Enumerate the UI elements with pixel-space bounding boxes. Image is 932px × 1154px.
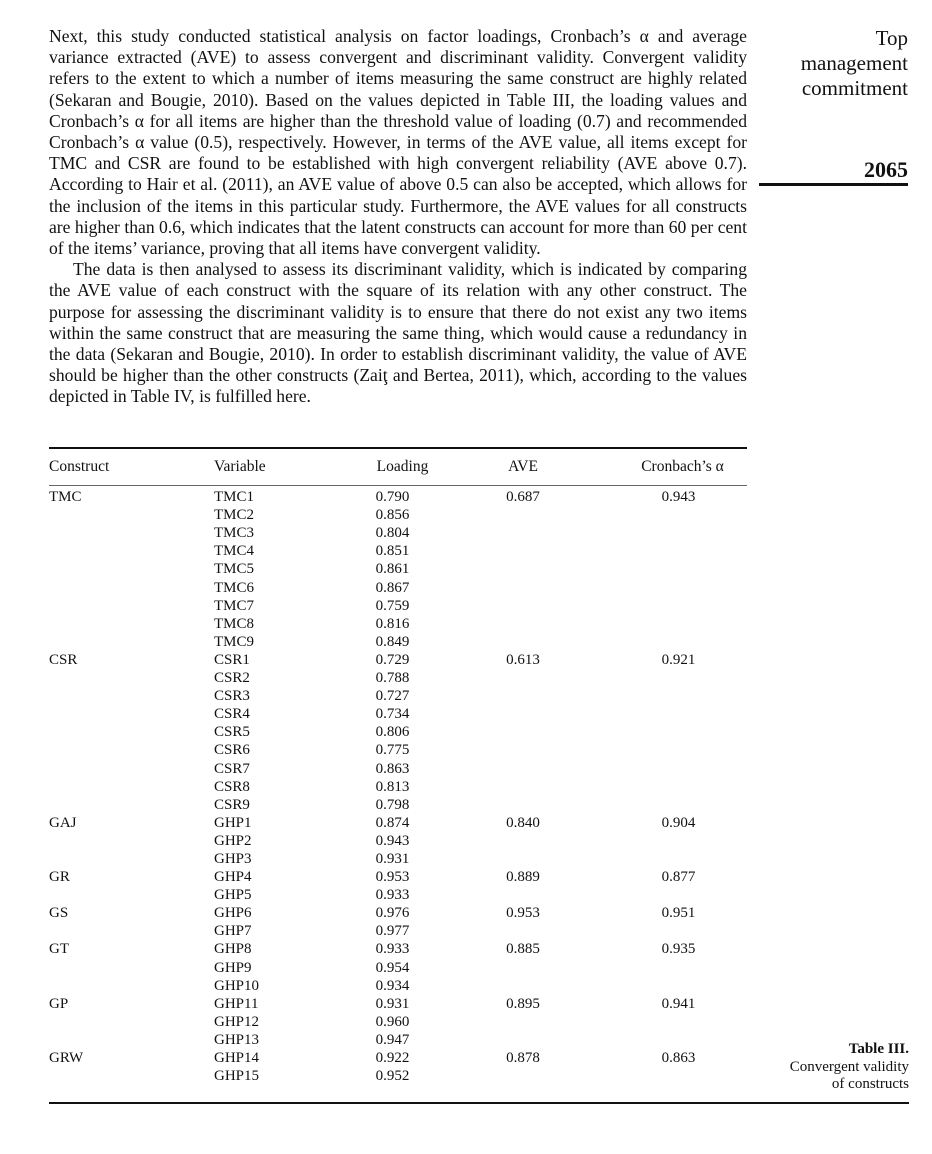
- cell-variable: TMC1: [214, 489, 255, 506]
- table-bottom-rule: [49, 1102, 909, 1104]
- cell-loading: 0.849: [375, 633, 410, 650]
- cell-cronbach: [582, 850, 747, 868]
- cell-cronbach: [582, 705, 747, 723]
- cell-construct: [49, 796, 214, 814]
- cell-construct: [49, 579, 214, 597]
- cell-loading: 0.976: [375, 905, 410, 922]
- cell-variable: TMC6: [214, 579, 255, 596]
- cell-construct: [49, 850, 214, 868]
- cell-cronbach: 0.921: [661, 651, 696, 668]
- cell-variable: TMC3: [214, 525, 255, 542]
- cell-loading: 0.943: [375, 832, 410, 849]
- header-loading: Loading: [376, 458, 429, 475]
- table-row: [49, 1067, 747, 1085]
- cell-loading: 0.867: [375, 579, 410, 596]
- table-body: [49, 488, 747, 1085]
- cell-construct: [49, 705, 214, 723]
- cell-cronbach: [582, 597, 747, 615]
- cell-construct: [49, 959, 214, 977]
- cell-construct: [49, 760, 214, 778]
- cell-variable: GHP3: [214, 850, 252, 867]
- cell-cronbach: 0.935: [661, 941, 696, 958]
- cell-variable: GHP14: [214, 1050, 260, 1066]
- table-row: [49, 977, 747, 995]
- table-row: [49, 959, 747, 977]
- cell-loading: 0.804: [375, 525, 410, 542]
- cell-loading: 0.861: [375, 561, 410, 578]
- cell-loading: 0.790: [375, 489, 410, 506]
- cell-loading: 0.960: [375, 1013, 410, 1030]
- page-number: 2065: [864, 157, 908, 182]
- cell-loading: 0.729: [375, 651, 410, 668]
- cell-ave: [464, 922, 582, 940]
- cell-variable: CSR5: [214, 724, 250, 741]
- cell-loading: 0.954: [375, 959, 410, 976]
- cell-loading: 0.863: [375, 760, 410, 777]
- paragraph-1: Next, this study conducted statistical analysis on factor loadings, Cronbach’s α and average variance extracted (AVE) to assess convergent and discriminant validity. Convergent validity refers to the extent to which a number of items measuring the same construct are highly related (Sekaran and Bougie, 2010). Based on the values depicted in Table III, the loading values and Cronbach’s α for all items are higher than the threshold value of loading (0.7) and recommended Cronbach’s α value (0.5), respectively. However, in terms of the AVE value, all items except for TMC and CSR are found to be established with high convergent reliability (AVE above 0.7). According to Hair et al. (2011), an AVE value of above 0.5 can also be accepted, which allows for the inclusion of the items in this particular study. Furthermore, the AVE values for all constructs are higher than 0.6, which indicates that the latent constructs can account for more than 60 per cent of the items’ variance, proving that all items have convergent validity.: [49, 26, 747, 259]
- cell-construct: [49, 1031, 214, 1049]
- cell-ave: [464, 597, 582, 615]
- table-row: [49, 633, 747, 651]
- cell-construct: [49, 741, 214, 759]
- header-cronbach: Cronbach’s α: [641, 458, 724, 475]
- cell-cronbach: [582, 760, 747, 778]
- cell-cronbach: [582, 633, 747, 651]
- cell-cronbach: [582, 542, 747, 560]
- cell-variable: GHP11: [214, 995, 259, 1012]
- cell-construct: GRW: [49, 1050, 84, 1066]
- cell-construct: [49, 687, 214, 705]
- cell-loading: 0.856: [375, 507, 410, 524]
- cell-ave: [464, 524, 582, 542]
- cell-cronbach: [582, 922, 747, 940]
- table-row: [49, 597, 747, 615]
- cell-ave: [464, 832, 582, 850]
- cell-cronbach: [582, 687, 747, 705]
- cell-ave: 0.889: [506, 869, 540, 886]
- cell-ave: [464, 579, 582, 597]
- cell-cronbach: [582, 1013, 747, 1031]
- table-row: [49, 940, 747, 958]
- cell-variable: TMC8: [214, 615, 255, 632]
- table-row: [49, 814, 747, 832]
- cell-construct: [49, 669, 214, 687]
- cell-construct: [49, 922, 214, 940]
- cell-variable: CSR6: [214, 742, 250, 759]
- running-head-line: Top: [875, 26, 908, 50]
- cell-cronbach: [582, 506, 747, 524]
- caption-line: of constructs: [831, 1076, 909, 1092]
- cell-variable: TMC9: [214, 633, 255, 650]
- cell-ave: [464, 796, 582, 814]
- cell-variable: TMC4: [214, 543, 255, 560]
- cell-cronbach: 0.877: [661, 869, 696, 886]
- cell-cronbach: [582, 669, 747, 687]
- cell-variable: GHP2: [214, 832, 252, 849]
- cell-cronbach: [582, 741, 747, 759]
- cell-loading: 0.851: [375, 543, 410, 560]
- cell-construct: TMC: [49, 489, 82, 506]
- cell-variable: CSR8: [214, 778, 250, 795]
- cell-ave: [464, 633, 582, 651]
- cell-loading: 0.931: [375, 850, 410, 867]
- cell-ave: [464, 977, 582, 995]
- cell-loading: 0.953: [375, 869, 410, 886]
- cell-loading: 0.775: [375, 742, 410, 759]
- paragraph-2: The data is then analysed to assess its discriminant validity, which is indicated by comparing the AVE value of each construct with the square of its relation with any other construct. The purpose for assessing the discriminant validity is to ensure that there do not exist any two items within the same construct that are measuring the same thing, which would cause a redundancy in the data (Sekaran and Bougie, 2010). In order to establish discriminant validity, the value of AVE should be higher than the other constructs (Zaiţ and Bertea, 2011), which, according to the values depicted in Table IV, is fulfilled here.: [49, 259, 747, 407]
- cell-variable: TMC2: [214, 507, 255, 524]
- cell-ave: [464, 760, 582, 778]
- cell-cronbach: [582, 832, 747, 850]
- running-head: [738, 26, 908, 101]
- running-head-line: commitment: [801, 76, 908, 100]
- table-row: [49, 741, 747, 759]
- cell-ave: [464, 542, 582, 560]
- cell-cronbach: [582, 524, 747, 542]
- cell-construct: GS: [49, 905, 69, 922]
- cell-cronbach: [582, 615, 747, 633]
- cell-ave: 0.687: [506, 489, 540, 506]
- cell-ave: [464, 1013, 582, 1031]
- cell-construct: [49, 633, 214, 651]
- cell-loading: 0.934: [375, 977, 410, 994]
- cell-loading: 0.813: [375, 778, 410, 795]
- table-row: [49, 778, 747, 796]
- cell-ave: [464, 615, 582, 633]
- cell-loading: 0.947: [375, 1031, 410, 1048]
- cell-variable: GHP1: [214, 814, 252, 831]
- cell-loading: 0.727: [375, 688, 410, 705]
- cell-construct: GR: [49, 869, 70, 886]
- cell-construct: [49, 886, 214, 904]
- cell-construct: GP: [49, 995, 69, 1012]
- table-row: [49, 904, 747, 922]
- caption-line: Convergent validity: [789, 1058, 909, 1075]
- table-row: [49, 1013, 747, 1031]
- table-row: [49, 995, 747, 1013]
- cell-construct: [49, 524, 214, 542]
- cell-loading: 0.931: [375, 995, 410, 1012]
- table-row: [49, 850, 747, 868]
- cell-loading: 0.806: [375, 724, 410, 741]
- header-variable: Variable: [214, 458, 266, 475]
- cell-ave: [464, 669, 582, 687]
- cell-construct: [49, 506, 214, 524]
- cell-construct: [49, 832, 214, 850]
- cell-loading: 0.933: [375, 887, 410, 904]
- cell-variable: GHP6: [214, 905, 252, 922]
- cell-ave: 0.878: [506, 1050, 540, 1066]
- cell-variable: CSR1: [214, 651, 250, 668]
- table-row: [49, 832, 747, 850]
- page-number-rule: [759, 183, 908, 186]
- cell-ave: [464, 723, 582, 741]
- cell-loading: 0.922: [375, 1050, 410, 1066]
- cell-ave: [464, 705, 582, 723]
- cell-ave: [464, 1031, 582, 1049]
- table-row: [49, 651, 747, 669]
- cell-cronbach: [582, 977, 747, 995]
- cell-construct: [49, 778, 214, 796]
- cell-variable: GHP9: [214, 959, 252, 976]
- table-row: [49, 868, 747, 886]
- cell-cronbach: [582, 723, 747, 741]
- table-row: [49, 506, 747, 524]
- cell-construct: [49, 977, 214, 995]
- cell-loading: 0.816: [375, 615, 410, 632]
- table-row: [49, 560, 747, 578]
- convergent-validity-table: [49, 458, 747, 1085]
- cell-construct: [49, 615, 214, 633]
- cell-variable: CSR7: [214, 760, 250, 777]
- cell-variable: GHP8: [214, 941, 252, 958]
- cell-construct: [49, 560, 214, 578]
- table-row: [49, 669, 747, 687]
- cell-variable: GHP7: [214, 923, 252, 940]
- cell-variable: CSR4: [214, 706, 250, 723]
- cell-cronbach: [582, 796, 747, 814]
- table-row: [49, 687, 747, 705]
- cell-ave: 0.613: [506, 651, 540, 668]
- cell-ave: 0.895: [506, 995, 540, 1012]
- table-row: [49, 524, 747, 542]
- table-row: [49, 615, 747, 633]
- cell-ave: [464, 959, 582, 977]
- cell-construct: CSR: [49, 651, 78, 668]
- cell-variable: CSR3: [214, 688, 250, 705]
- cell-cronbach: [582, 1067, 747, 1085]
- cell-variable: GHP4: [214, 869, 252, 886]
- cell-construct: GT: [49, 941, 69, 958]
- table-row: [49, 1049, 747, 1067]
- cell-cronbach: 0.951: [661, 905, 696, 922]
- table-caption: [790, 1041, 909, 1094]
- cell-variable: CSR2: [214, 670, 250, 687]
- cell-ave: 0.885: [506, 941, 540, 958]
- cell-loading: 0.874: [375, 814, 410, 831]
- cell-construct: [49, 1013, 214, 1031]
- cell-construct: [49, 723, 214, 741]
- cell-loading: 0.734: [375, 706, 410, 723]
- cell-ave: 0.840: [506, 814, 540, 831]
- table-row: [49, 796, 747, 814]
- cell-cronbach: [582, 579, 747, 597]
- cell-cronbach: [582, 959, 747, 977]
- cell-cronbach: 0.904: [661, 814, 696, 831]
- cell-construct: [49, 542, 214, 560]
- cell-ave: [464, 687, 582, 705]
- cell-variable: TMC7: [214, 597, 255, 614]
- cell-cronbach: [582, 1031, 747, 1049]
- caption-title: Table III.: [848, 1041, 909, 1057]
- cell-loading: 0.933: [375, 941, 410, 958]
- running-head-line: management: [800, 51, 908, 75]
- cell-ave: [464, 741, 582, 759]
- cell-ave: [464, 778, 582, 796]
- cell-construct: [49, 1067, 214, 1085]
- cell-variable: CSR9: [214, 796, 250, 813]
- body-text: [49, 26, 747, 408]
- cell-loading: 0.952: [375, 1068, 410, 1085]
- cell-cronbach: [582, 886, 747, 904]
- cell-variable: GHP5: [214, 887, 252, 904]
- cell-variable: GHP13: [214, 1031, 260, 1048]
- cell-cronbach: [582, 778, 747, 796]
- header-construct: Construct: [49, 458, 110, 475]
- table-row: [49, 705, 747, 723]
- cell-variable: GHP12: [214, 1013, 260, 1030]
- cell-loading: 0.977: [375, 923, 410, 940]
- cell-ave: [464, 1067, 582, 1085]
- header-ave: AVE: [508, 458, 538, 475]
- cell-loading: 0.759: [375, 597, 410, 614]
- cell-variable: TMC5: [214, 561, 255, 578]
- cell-loading: 0.788: [375, 670, 410, 687]
- cell-ave: 0.953: [506, 905, 540, 922]
- cell-variable: GHP10: [214, 977, 260, 994]
- cell-cronbach: 0.943: [661, 489, 696, 506]
- table-row: [49, 886, 747, 904]
- table-top-rule: [49, 447, 747, 449]
- table-row: [49, 723, 747, 741]
- cell-ave: [464, 886, 582, 904]
- cell-variable: GHP15: [214, 1068, 260, 1085]
- cell-cronbach: 0.863: [661, 1050, 696, 1066]
- cell-construct: GAJ: [49, 814, 77, 831]
- cell-ave: [464, 506, 582, 524]
- cell-ave: [464, 560, 582, 578]
- table-row: [49, 579, 747, 597]
- cell-cronbach: 0.941: [661, 995, 696, 1012]
- table-row: [49, 922, 747, 940]
- table-row: [49, 760, 747, 778]
- table-row: [49, 1031, 747, 1049]
- cell-construct: [49, 597, 214, 615]
- table-row: [49, 488, 747, 506]
- cell-cronbach: [582, 560, 747, 578]
- cell-ave: [464, 850, 582, 868]
- cell-loading: 0.798: [375, 796, 410, 813]
- table-row: [49, 542, 747, 560]
- table-header-row: [49, 458, 747, 488]
